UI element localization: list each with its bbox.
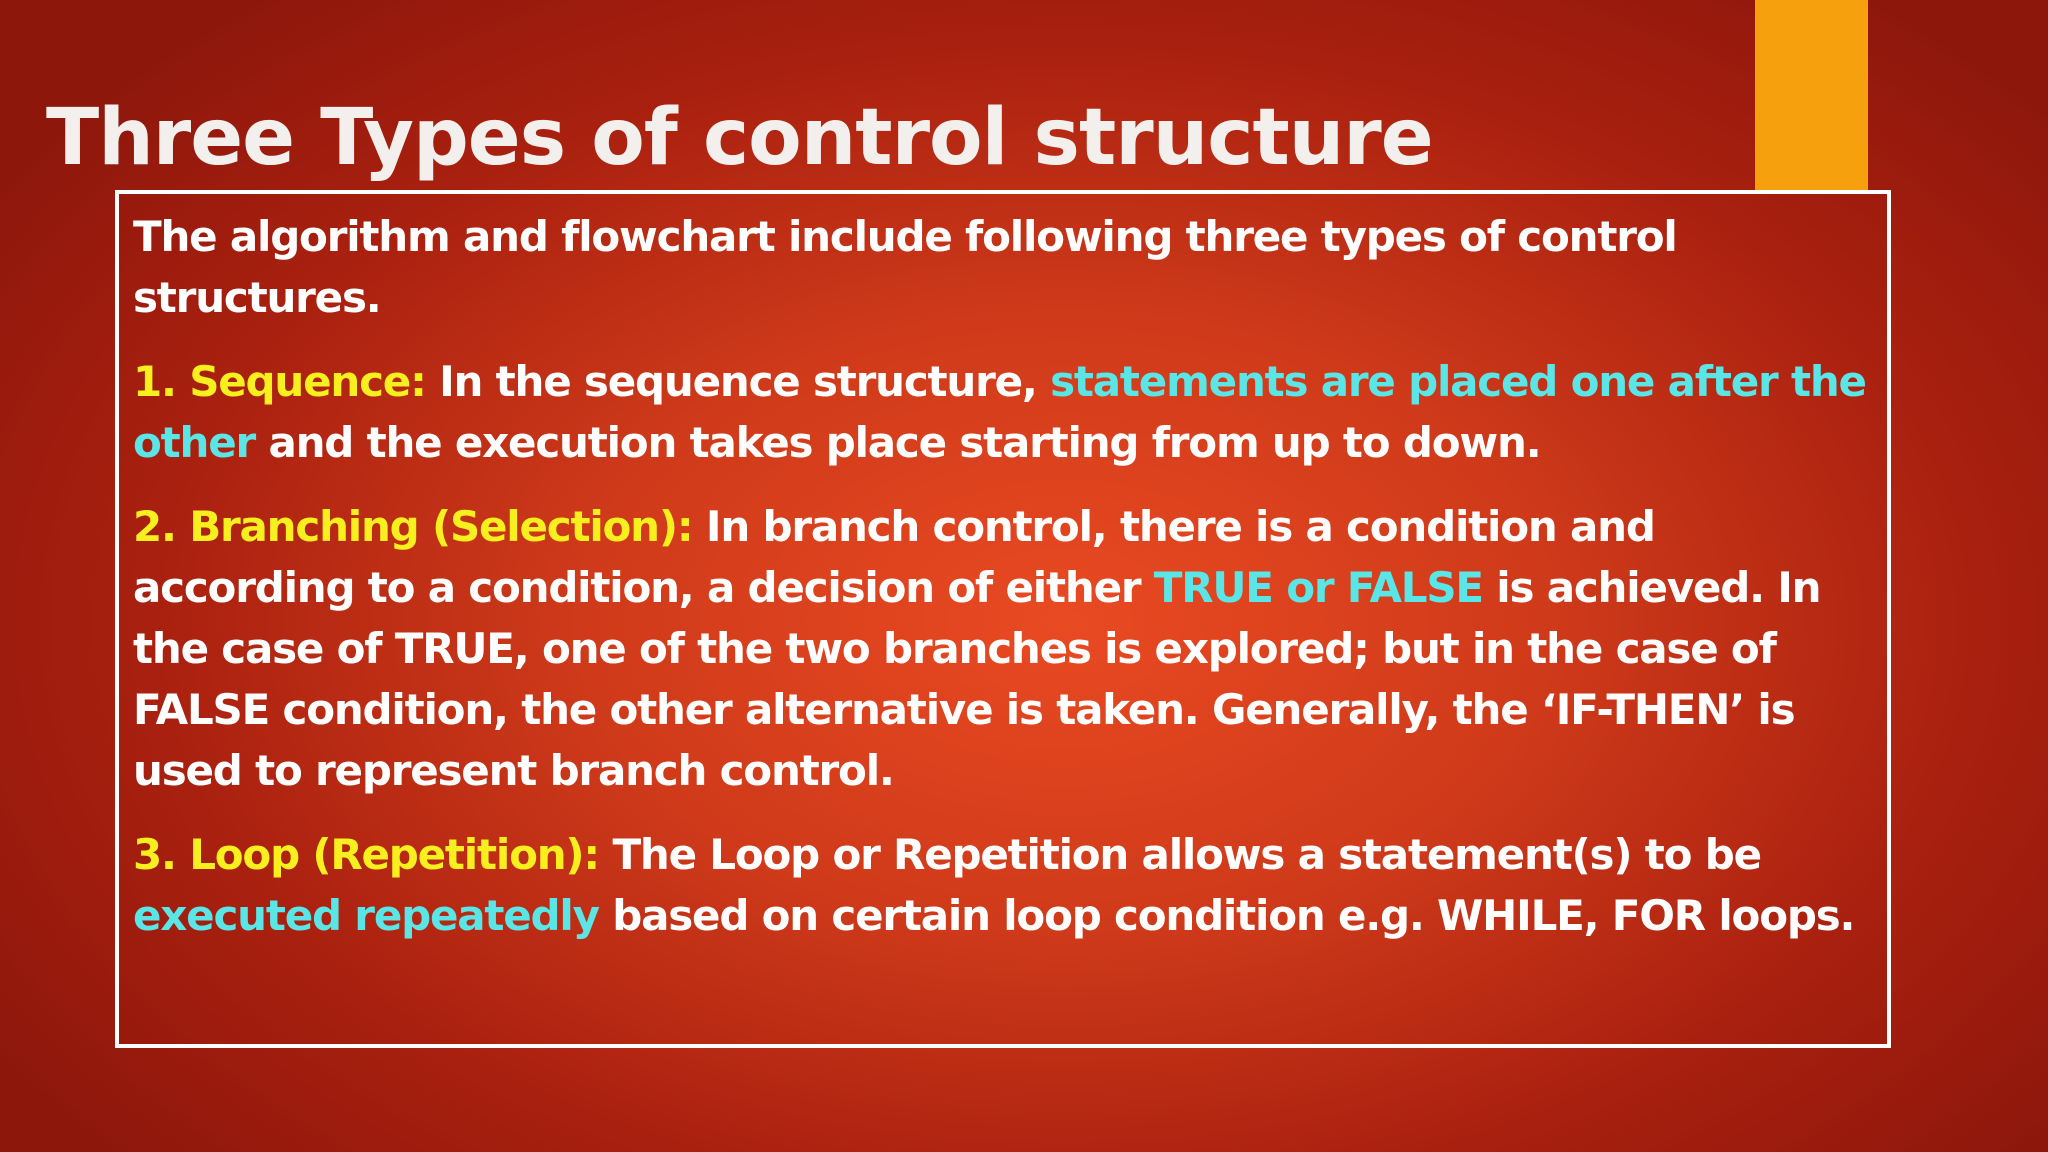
loop-highlight: executed repeatedly — [133, 891, 599, 940]
branching-item — [133, 496, 1873, 801]
sequence-item — [133, 351, 1873, 473]
loop-item — [133, 824, 1873, 946]
branching-text-1: In branch control, there is a condition and according to a condition, a decision of either — [133, 502, 1655, 612]
slide-title: Three Types of control structure — [46, 93, 1433, 183]
branching-highlight: TRUE or FALSE — [1153, 563, 1483, 612]
branching-text-2: is achieved. In the case of TRUE, one of the two branches is explored; but in the case of FALSE condition, the other alternative is taken. Generally, the ‘IF-THEN’ is used to represent branch control. — [133, 563, 1821, 795]
sequence-text-1: In the sequence structure, — [425, 357, 1051, 406]
loop-heading: 3. Loop (Repetition): — [133, 830, 600, 879]
sequence-heading: 1. Sequence: — [133, 357, 426, 406]
branching-heading: 2. Branching (Selection): — [133, 502, 693, 551]
accent-bar — [1755, 0, 1868, 190]
sequence-highlight: statements are placed one after the other — [133, 357, 1866, 467]
content-box — [115, 190, 1891, 1048]
intro-paragraph: The algorithm and flowchart include following three types of control structures. — [133, 212, 1677, 322]
loop-text-2: based on certain loop condition e.g. WHILE, FOR loops. — [598, 891, 1855, 940]
sequence-text-2: and the execution takes place starting from up to down. — [255, 418, 1541, 467]
loop-text-1: The Loop or Repetition allows a statement(s) to be — [599, 830, 1761, 879]
